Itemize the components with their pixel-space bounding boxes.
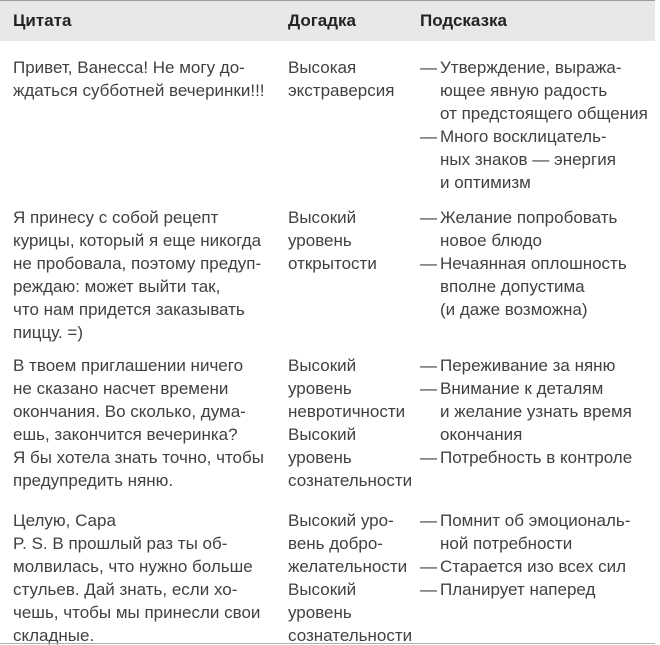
hint-item [420, 555, 655, 578]
table-row [0, 56, 655, 194]
guess-line: сознательности [288, 471, 413, 490]
guess-line: сознательности [288, 626, 413, 645]
table-bottom-rule [0, 643, 655, 644]
guess-line: Высокий [288, 208, 357, 227]
quote-line: В твоем приглашении ничего [13, 356, 244, 375]
quote-line: Привет, Ванесса! Не могу до- [13, 58, 245, 77]
quote-cell [13, 509, 288, 645]
quote-cell [13, 206, 288, 344]
guess-line: уровень [288, 379, 352, 398]
quote-line: ждаться субботней вечеринки!!! [13, 81, 265, 100]
header-hint: Подсказка [420, 11, 507, 30]
hint-line: и оптимизм [440, 173, 531, 192]
hint-lines [440, 252, 627, 321]
hint-lines [440, 446, 632, 469]
hint-item [420, 125, 655, 194]
guess-line: уровень [288, 603, 352, 622]
hint-line: Переживание за няню [440, 356, 616, 375]
dash-marker: — [420, 208, 437, 227]
quote-line: Целую, Сара [13, 511, 116, 530]
hint-cell [420, 509, 655, 645]
hint-line: ной потребности [440, 534, 573, 553]
quote-line: Я бы хотела знать точно, чтобы [13, 448, 264, 467]
hint-line: вполне допустима [440, 277, 585, 296]
hint-line: новое блюдо [440, 231, 542, 250]
dash-marker: — [420, 356, 437, 375]
quote-line: Я принесу с собой рецепт [13, 208, 219, 227]
quote-line: P. S. В прошлый раз ты об- [13, 534, 228, 553]
dash-marker: — [420, 58, 437, 77]
hint-line: Нечаянная оплошность [440, 254, 627, 273]
dash-marker: — [420, 580, 437, 599]
guess-cell [288, 206, 420, 344]
hint-lines [440, 125, 616, 194]
guess-cell [288, 354, 420, 492]
guess-line: Высокий [288, 425, 357, 444]
quote-line: чешь, чтобы мы принесли свои [13, 603, 261, 622]
dash-marker: — [420, 379, 437, 398]
hint-item [420, 446, 655, 469]
quote-line: реждаю: может выйти так, [13, 277, 221, 296]
hint-line: от предстоящего общения [440, 104, 648, 123]
hint-item [420, 252, 655, 321]
quote-line: предупредить няню. [13, 471, 174, 490]
hint-item [420, 354, 655, 377]
hint-line: ных знаков — энергия [440, 150, 616, 169]
guess-line: открытости [288, 254, 377, 273]
hint-lines [440, 354, 615, 377]
guess-line: вень добро- [288, 534, 383, 553]
hint-lines [440, 56, 648, 125]
hint-line: и желание узнать время [440, 402, 632, 421]
guess-line: Высокий уро- [288, 511, 394, 530]
hint-lines [440, 377, 632, 446]
hint-line: окончания [440, 425, 523, 444]
quote-line: не пробовала, поэтому предуп- [13, 254, 262, 273]
quote-line: что нам придется заказывать [13, 300, 245, 319]
guess-cell [288, 56, 420, 194]
header-guess: Догадка [288, 11, 356, 30]
hint-lines [440, 509, 630, 555]
guess-line: Высокая [288, 58, 357, 77]
guess-line: уровень [288, 448, 352, 467]
quote-line: стульев. Дай знать, если хо- [13, 580, 238, 599]
quote-line: окончания. Во сколько, дума- [13, 402, 246, 421]
hint-line: Утверждение, выража- [440, 58, 622, 77]
hint-lines [440, 578, 595, 601]
guess-line: желательности [288, 557, 408, 576]
hint-item [420, 56, 655, 125]
table-row [0, 206, 655, 344]
hint-line: Помнит об эмоциональ- [440, 511, 631, 530]
quote-line: складные. [13, 626, 95, 645]
table-header [0, 0, 655, 41]
table-row [0, 509, 655, 645]
guess-line: Высокий [288, 580, 357, 599]
hint-cell [420, 56, 655, 194]
hint-cell [420, 206, 655, 344]
guess-line: невротичности [288, 402, 406, 421]
hint-lines [440, 206, 617, 252]
guess-cell [288, 509, 420, 645]
header-quote: Цитата [13, 11, 72, 30]
hint-line: Потребность в контроле [440, 448, 633, 467]
guess-line: уровень [288, 231, 352, 250]
table-row [0, 354, 655, 492]
hint-item [420, 206, 655, 252]
guess-line: экстраверсия [288, 81, 395, 100]
hint-line: Старается изо всех сил [440, 557, 626, 576]
hint-cell [420, 354, 655, 492]
hint-line: Желание попробовать [440, 208, 618, 227]
hint-item [420, 377, 655, 446]
dash-marker: — [420, 448, 437, 467]
quote-line: курицы, который я еще никогда [13, 231, 262, 250]
hint-line: Внимание к деталям [440, 379, 604, 398]
quote-line: молвилась, что нужно больше [13, 557, 253, 576]
dash-marker: — [420, 254, 437, 273]
hint-line: Много восклицатель- [440, 127, 607, 146]
hint-item [420, 509, 655, 555]
quote-line: не сказано насчет времени [13, 379, 229, 398]
hint-lines [440, 555, 626, 578]
quote-line: ешь, закончится вечеринка? [13, 425, 238, 444]
hint-line: ющее явную радость [440, 81, 608, 100]
hint-item [420, 578, 655, 601]
quote-cell [13, 354, 288, 492]
quote-line: пиццу. =) [13, 323, 84, 342]
quote-cell [13, 56, 288, 194]
dash-marker: — [420, 511, 437, 530]
hint-line: (и даже возможна) [440, 300, 588, 319]
dash-marker: — [420, 557, 437, 576]
guess-line: Высокий [288, 356, 357, 375]
hint-line: Планирует наперед [440, 580, 596, 599]
dash-marker: — [420, 127, 437, 146]
